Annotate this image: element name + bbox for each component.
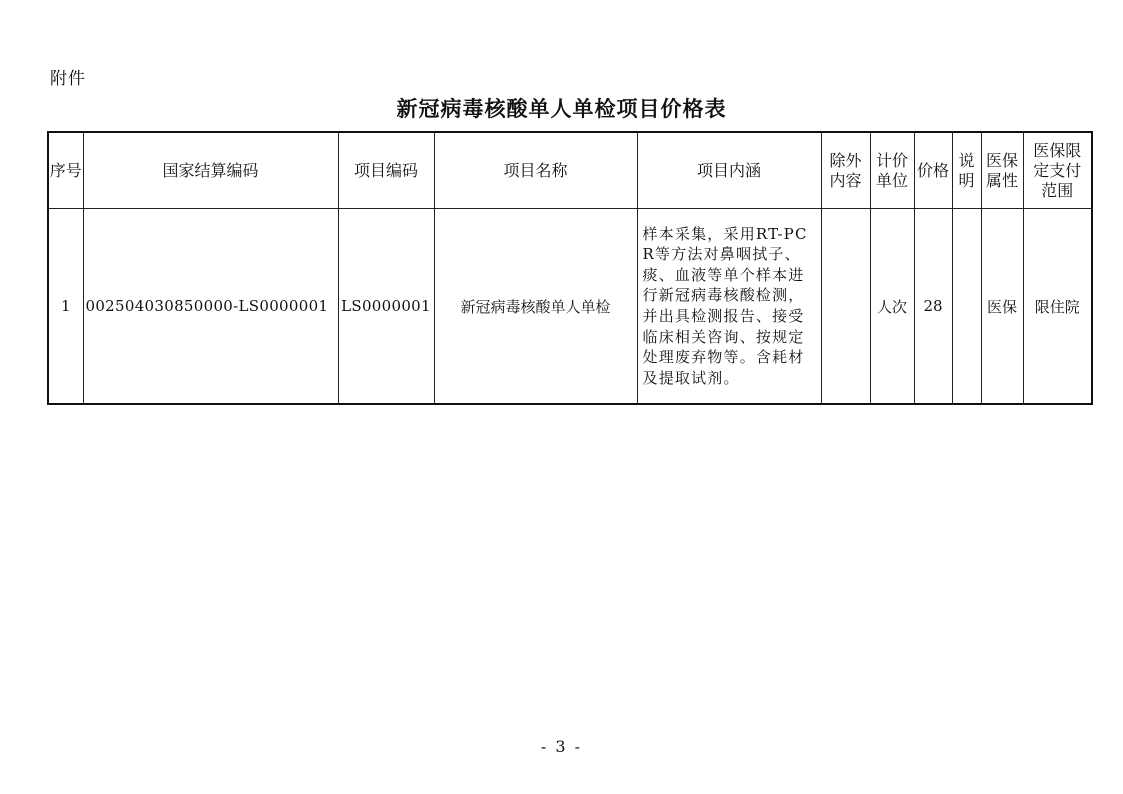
cell-seq: 1 [48,209,83,405]
price-table [47,131,1093,405]
table-header-row [48,132,1092,209]
header-insurance-scope: 医保限定支付范围 [1023,132,1092,209]
cell-item-code: LS0000001 [338,209,434,405]
cell-content: 样本采集，采用RT-PCR等方法对鼻咽拭子、痰、血液等单个样本进行新冠病毒核酸检测，并出具检测报告、接受临床相关咨询、按规定处理废弃物等。含耗材及提取试剂。 [637,209,821,405]
cell-unit: 人次 [870,209,914,405]
cell-excluded [821,209,870,405]
header-excluded: 除外内容 [821,132,870,209]
header-national-code: 国家结算编码 [83,132,338,209]
header-price: 价格 [914,132,952,209]
header-insurance-type: 医保属性 [981,132,1023,209]
header-item-name: 项目名称 [434,132,637,209]
header-content: 项目内涵 [637,132,821,209]
page-number: - 3 - [540,737,583,756]
attachment-label: 附件 [50,69,86,89]
cell-national-code: 002504030850000-LS0000001 [83,209,338,405]
header-unit: 计价单位 [870,132,914,209]
document-title: 新冠病毒核酸单人单检项目价格表 [396,96,727,121]
header-item-code: 项目编码 [338,132,434,209]
cell-note [952,209,981,405]
header-seq: 序号 [48,132,83,209]
header-note: 说明 [952,132,981,209]
table-row [48,209,1092,405]
cell-insurance-scope: 限住院 [1023,209,1092,405]
cell-insurance-type: 医保 [981,209,1023,405]
cell-item-name: 新冠病毒核酸单人单检 [434,209,637,405]
cell-price: 28 [914,209,952,405]
